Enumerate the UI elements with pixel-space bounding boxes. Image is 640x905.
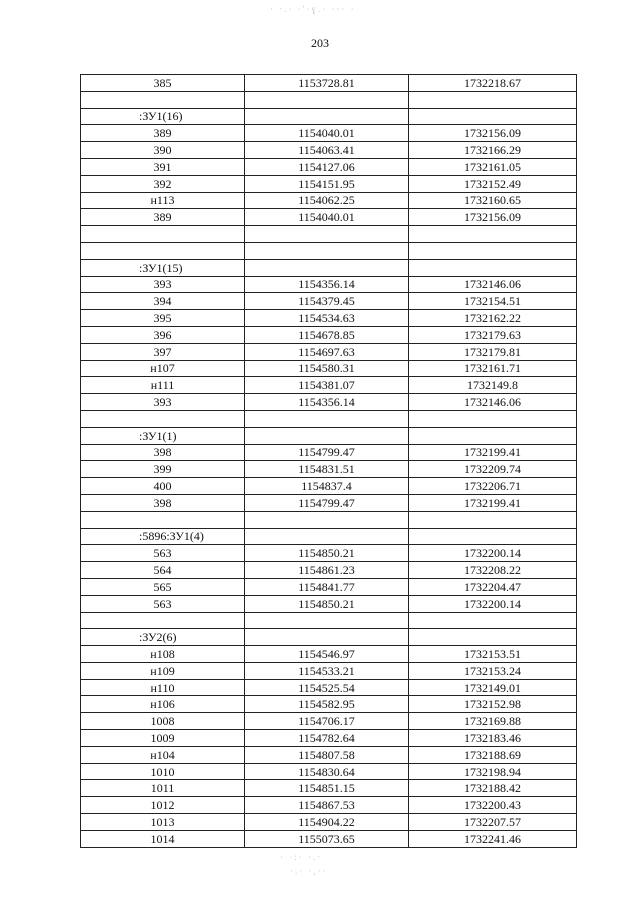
point-row <box>81 730 577 747</box>
y-coordinate-cell: 1732200.14 <box>409 595 577 612</box>
point-row <box>81 763 577 780</box>
point-row <box>81 646 577 663</box>
scan-smudge-bottom: · ·:· ·.· <box>280 852 323 862</box>
point-row <box>81 125 577 142</box>
y-coordinate-cell: 1732160.65 <box>409 192 577 209</box>
empty-cell <box>245 259 409 276</box>
point-id-cell: 391 <box>81 158 245 175</box>
x-coordinate-cell: 1154127.06 <box>245 158 409 175</box>
point-row <box>81 494 577 511</box>
point-id-cell: 395 <box>81 310 245 327</box>
empty-cell <box>245 612 409 629</box>
x-coordinate-cell: 1154841.77 <box>245 578 409 595</box>
point-id-cell: н106 <box>81 696 245 713</box>
x-coordinate-cell: 1154837.4 <box>245 478 409 495</box>
empty-cell <box>81 612 245 629</box>
y-coordinate-cell: 1732188.69 <box>409 746 577 763</box>
point-id-cell: 394 <box>81 293 245 310</box>
blank-row <box>81 226 577 243</box>
point-row <box>81 696 577 713</box>
y-coordinate-cell: 1732152.98 <box>409 696 577 713</box>
point-row <box>81 545 577 562</box>
empty-cell <box>245 528 409 545</box>
x-coordinate-cell: 1154799.47 <box>245 444 409 461</box>
empty-cell <box>245 242 409 259</box>
y-coordinate-cell: 1732153.24 <box>409 662 577 679</box>
x-coordinate-cell: 1154381.07 <box>245 377 409 394</box>
parcel-id-cell: :ЗУ1(15) <box>81 259 245 276</box>
empty-cell <box>245 91 409 108</box>
point-row <box>81 158 577 175</box>
y-coordinate-cell: 1732206.71 <box>409 478 577 495</box>
point-id-cell: 1011 <box>81 780 245 797</box>
point-row <box>81 209 577 226</box>
x-coordinate-cell: 1154807.58 <box>245 746 409 763</box>
coordinates-table-body <box>81 75 577 848</box>
point-id-cell: 389 <box>81 125 245 142</box>
point-row <box>81 578 577 595</box>
point-row <box>81 310 577 327</box>
point-id-cell: 1008 <box>81 713 245 730</box>
empty-cell <box>409 410 577 427</box>
blank-row <box>81 242 577 259</box>
y-coordinate-cell: 1732149.01 <box>409 679 577 696</box>
empty-cell <box>409 91 577 108</box>
empty-cell <box>409 528 577 545</box>
point-row <box>81 562 577 579</box>
point-row <box>81 780 577 797</box>
point-row <box>81 142 577 159</box>
x-coordinate-cell: 1154861.23 <box>245 562 409 579</box>
point-id-cell: н109 <box>81 662 245 679</box>
empty-cell <box>409 108 577 125</box>
x-coordinate-cell: 1154356.14 <box>245 394 409 411</box>
empty-cell <box>81 91 245 108</box>
parcel-id-cell: :5896:ЗУ1(4) <box>81 528 245 545</box>
y-coordinate-cell: 1732207.57 <box>409 814 577 831</box>
y-coordinate-cell: 1732179.63 <box>409 326 577 343</box>
empty-cell <box>81 511 245 528</box>
y-coordinate-cell: 1732209.74 <box>409 461 577 478</box>
x-coordinate-cell: 1154831.51 <box>245 461 409 478</box>
x-coordinate-cell: 1154904.22 <box>245 814 409 831</box>
point-row <box>81 276 577 293</box>
point-row <box>81 343 577 360</box>
x-coordinate-cell: 1155073.65 <box>245 830 409 847</box>
y-coordinate-cell: 1732156.09 <box>409 209 577 226</box>
y-coordinate-cell: 1732152.49 <box>409 175 577 192</box>
point-id-cell: 385 <box>81 75 245 92</box>
y-coordinate-cell: 1732153.51 <box>409 646 577 663</box>
blank-row <box>81 410 577 427</box>
y-coordinate-cell: 1732146.06 <box>409 276 577 293</box>
point-id-cell: 400 <box>81 478 245 495</box>
x-coordinate-cell: 1154582.95 <box>245 696 409 713</box>
y-coordinate-cell: 1732156.09 <box>409 125 577 142</box>
point-row <box>81 713 577 730</box>
point-id-cell: 565 <box>81 578 245 595</box>
point-id-cell: 1014 <box>81 830 245 847</box>
y-coordinate-cell: 1732204.47 <box>409 578 577 595</box>
y-coordinate-cell: 1732200.14 <box>409 545 577 562</box>
point-id-cell: 1009 <box>81 730 245 747</box>
empty-cell <box>81 226 245 243</box>
parcel-header-row <box>81 528 577 545</box>
x-coordinate-cell: 1154867.53 <box>245 797 409 814</box>
blank-row <box>81 91 577 108</box>
point-id-cell: 396 <box>81 326 245 343</box>
empty-cell <box>409 427 577 444</box>
point-row <box>81 814 577 831</box>
empty-cell <box>409 612 577 629</box>
point-row <box>81 662 577 679</box>
point-row <box>81 461 577 478</box>
x-coordinate-cell: 1154063.41 <box>245 142 409 159</box>
scan-smudge-top: · ·.· ·'·ɣ.· ··· · <box>270 4 356 14</box>
x-coordinate-cell: 1154850.21 <box>245 545 409 562</box>
empty-cell <box>245 226 409 243</box>
x-coordinate-cell: 1154356.14 <box>245 276 409 293</box>
x-coordinate-cell: 1154697.63 <box>245 343 409 360</box>
x-coordinate-cell: 1154706.17 <box>245 713 409 730</box>
point-id-cell: н113 <box>81 192 245 209</box>
scan-smudge-bottom-2: ·.· ·,·· <box>290 866 328 876</box>
point-id-cell: 563 <box>81 545 245 562</box>
page-number: 203 <box>311 36 329 50</box>
point-id-cell: 393 <box>81 276 245 293</box>
y-coordinate-cell: 1732199.41 <box>409 494 577 511</box>
point-id-cell: 398 <box>81 494 245 511</box>
parcel-id-cell: :ЗУ1(1) <box>81 427 245 444</box>
x-coordinate-cell: 1154525.54 <box>245 679 409 696</box>
empty-cell <box>245 410 409 427</box>
y-coordinate-cell: 1732199.41 <box>409 444 577 461</box>
point-row <box>81 377 577 394</box>
point-id-cell: 397 <box>81 343 245 360</box>
x-coordinate-cell: 1154062.25 <box>245 192 409 209</box>
x-coordinate-cell: 1154830.64 <box>245 763 409 780</box>
point-id-cell: 563 <box>81 595 245 612</box>
parcel-id-cell: :ЗУ1(16) <box>81 108 245 125</box>
y-coordinate-cell: 1732146.06 <box>409 394 577 411</box>
point-id-cell: 393 <box>81 394 245 411</box>
x-coordinate-cell: 1154782.64 <box>245 730 409 747</box>
point-id-cell: н107 <box>81 360 245 377</box>
point-id-cell: 398 <box>81 444 245 461</box>
point-row <box>81 478 577 495</box>
parcel-id-cell: :ЗУ2(6) <box>81 629 245 646</box>
empty-cell <box>409 629 577 646</box>
point-id-cell: 1010 <box>81 763 245 780</box>
parcel-header-row <box>81 108 577 125</box>
y-coordinate-cell: 1732200.43 <box>409 797 577 814</box>
x-coordinate-cell: 1154580.31 <box>245 360 409 377</box>
x-coordinate-cell: 1154040.01 <box>245 209 409 226</box>
point-row <box>81 444 577 461</box>
y-coordinate-cell: 1732188.42 <box>409 780 577 797</box>
blank-row <box>81 511 577 528</box>
point-row <box>81 797 577 814</box>
y-coordinate-cell: 1732198.94 <box>409 763 577 780</box>
x-coordinate-cell: 1154533.21 <box>245 662 409 679</box>
x-coordinate-cell: 1154678.85 <box>245 326 409 343</box>
y-coordinate-cell: 1732218.67 <box>409 75 577 92</box>
empty-cell <box>245 511 409 528</box>
point-row <box>81 595 577 612</box>
y-coordinate-cell: 1732179.81 <box>409 343 577 360</box>
point-row <box>81 75 577 92</box>
point-id-cell: 392 <box>81 175 245 192</box>
point-row <box>81 293 577 310</box>
point-id-cell: н110 <box>81 679 245 696</box>
x-coordinate-cell: 1154546.97 <box>245 646 409 663</box>
empty-cell <box>245 108 409 125</box>
y-coordinate-cell: 1732161.71 <box>409 360 577 377</box>
point-id-cell: 390 <box>81 142 245 159</box>
point-id-cell: 389 <box>81 209 245 226</box>
x-coordinate-cell: 1153728.81 <box>245 75 409 92</box>
empty-cell <box>409 242 577 259</box>
point-row <box>81 192 577 209</box>
point-row <box>81 394 577 411</box>
coordinates-table <box>80 74 577 848</box>
empty-cell <box>409 226 577 243</box>
point-row <box>81 830 577 847</box>
point-row <box>81 175 577 192</box>
y-coordinate-cell: 1732183.46 <box>409 730 577 747</box>
x-coordinate-cell: 1154534.63 <box>245 310 409 327</box>
empty-cell <box>81 242 245 259</box>
point-row <box>81 360 577 377</box>
x-coordinate-cell: 1154040.01 <box>245 125 409 142</box>
y-coordinate-cell: 1732169.88 <box>409 713 577 730</box>
point-row <box>81 679 577 696</box>
point-id-cell: н104 <box>81 746 245 763</box>
parcel-header-row <box>81 259 577 276</box>
point-id-cell: 399 <box>81 461 245 478</box>
y-coordinate-cell: 1732154.51 <box>409 293 577 310</box>
blank-row <box>81 612 577 629</box>
point-id-cell: 1012 <box>81 797 245 814</box>
point-row <box>81 326 577 343</box>
point-id-cell: 1013 <box>81 814 245 831</box>
x-coordinate-cell: 1154850.21 <box>245 595 409 612</box>
parcel-header-row <box>81 427 577 444</box>
y-coordinate-cell: 1732162.22 <box>409 310 577 327</box>
empty-cell <box>81 410 245 427</box>
y-coordinate-cell: 1732241.46 <box>409 830 577 847</box>
point-id-cell: н111 <box>81 377 245 394</box>
empty-cell <box>245 629 409 646</box>
point-row <box>81 746 577 763</box>
x-coordinate-cell: 1154851.15 <box>245 780 409 797</box>
y-coordinate-cell: 1732166.29 <box>409 142 577 159</box>
empty-cell <box>409 511 577 528</box>
parcel-header-row <box>81 629 577 646</box>
empty-cell <box>409 259 577 276</box>
x-coordinate-cell: 1154379.45 <box>245 293 409 310</box>
y-coordinate-cell: 1732208.22 <box>409 562 577 579</box>
empty-cell <box>245 427 409 444</box>
y-coordinate-cell: 1732149.8 <box>409 377 577 394</box>
y-coordinate-cell: 1732161.05 <box>409 158 577 175</box>
point-id-cell: 564 <box>81 562 245 579</box>
point-id-cell: н108 <box>81 646 245 663</box>
x-coordinate-cell: 1154151.95 <box>245 175 409 192</box>
x-coordinate-cell: 1154799.47 <box>245 494 409 511</box>
